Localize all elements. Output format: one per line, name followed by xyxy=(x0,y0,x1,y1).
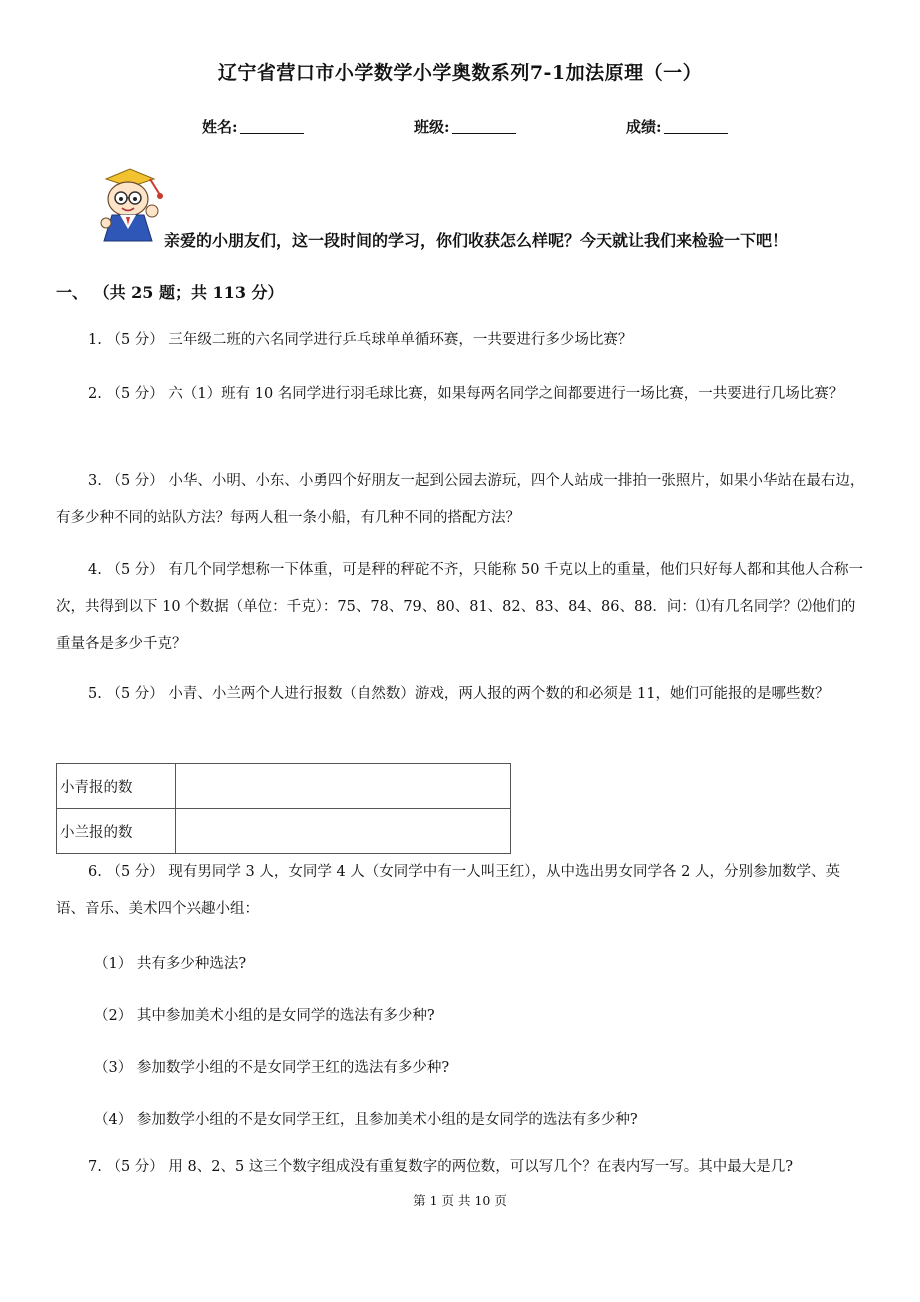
mascot-image xyxy=(88,165,172,245)
answer-cell[interactable] xyxy=(176,764,511,809)
name-blank xyxy=(240,118,304,134)
question-6-text: 6. （5 分） 现有男同学 3 人，女同学 4 人（女同学中有一人叫王红），从中选出男女同学各 2 人，分别参加数学、英语、音乐、美术四个兴趣小组： xyxy=(56,864,840,917)
question-2 xyxy=(56,376,866,413)
question-2-text: 2. （5 分） 六（1）班有 10 名同学进行羽毛球比赛，如果每两名同学之间都要进行一场比赛，一共要进行几场比赛？ xyxy=(88,386,844,402)
class-label: 班级: xyxy=(414,118,450,136)
name-label: 姓名: xyxy=(202,118,238,136)
answer-cell[interactable] xyxy=(176,809,511,854)
row-label-xiaolan: 小兰报的数 xyxy=(57,809,176,854)
row-label-xiaoqing: 小青报的数 xyxy=(57,764,176,809)
question-3 xyxy=(56,463,866,537)
question-6-sub-1: （1） 共有多少种选法? xyxy=(94,956,247,972)
question-6 xyxy=(56,854,866,928)
greeting-text: 亲爱的小朋友们，这一段时间的学习，你们收获怎么样呢？今天就让我们来检验一下吧！ xyxy=(164,231,789,250)
question-3-text: 3. （5 分） 小华、小明、小东、小勇四个好朋友一起到公园去游玩，四个人站成一排拍一张照片，如果小华站在最右边，有多少种不同的站队方法？每两人租一条小船，有几种不同的搭配方法？ xyxy=(56,473,865,526)
question-1-text: 1. （5 分） 三年级二班的六名同学进行乒乓球单单循环赛，一共要进行多少场比赛？ xyxy=(88,332,633,348)
score-label: 成绩: xyxy=(626,118,662,136)
question-7-text: 7. （5 分） 用 8、2、5 这三个数字组成没有重复数字的两位数，可以写几个？在表内写一写。其中最大是几? xyxy=(88,1159,794,1175)
question-6-sub-4: （4） 参加数学小组的不是女同学王红，且参加美术小组的是女同学的选法有多少种? xyxy=(94,1112,638,1128)
question-6-sub-2: （2） 其中参加美术小组的是女同学的选法有多少种? xyxy=(94,1008,435,1024)
answer-table xyxy=(56,763,511,854)
table-row xyxy=(57,809,511,854)
score-field xyxy=(626,116,728,137)
class-blank xyxy=(452,118,516,134)
question-6-sub-3: （3） 参加数学小组的不是女同学王红的选法有多少种? xyxy=(94,1060,450,1076)
page-title: 辽宁省营口市小学数学小学奥数系列7-1加法原理（一） xyxy=(217,62,703,84)
question-4 xyxy=(56,552,866,663)
name-field xyxy=(202,116,304,137)
question-4-text: 4. （5 分） 有几个同学想称一下体重，可是秤的秤砣不齐，只能称 50 千克以上的重量，他们只好每人都和其他人合称一次，共得到以下 10 个数据（单位：千克）：75、78、79、80、81、82、83、84、86、88．问：⑴有几名同学？⑵他们的重量各是多少千克？ xyxy=(56,562,864,652)
question-5 xyxy=(56,676,866,713)
score-blank xyxy=(664,118,728,134)
page-footer: 第 1 页 共 10 页 xyxy=(413,1193,507,1208)
section-heading: 一、 （共 25 题；共 113 分） xyxy=(56,283,284,302)
question-5-text: 5. （5 分） 小青、小兰两个人进行报数（自然数）游戏，两人报的两个数的和必须是 11，她们可能报的是哪些数？ xyxy=(88,686,830,702)
table-row xyxy=(57,764,511,809)
question-1 xyxy=(56,322,866,359)
class-field xyxy=(414,116,516,137)
question-7 xyxy=(56,1149,866,1186)
